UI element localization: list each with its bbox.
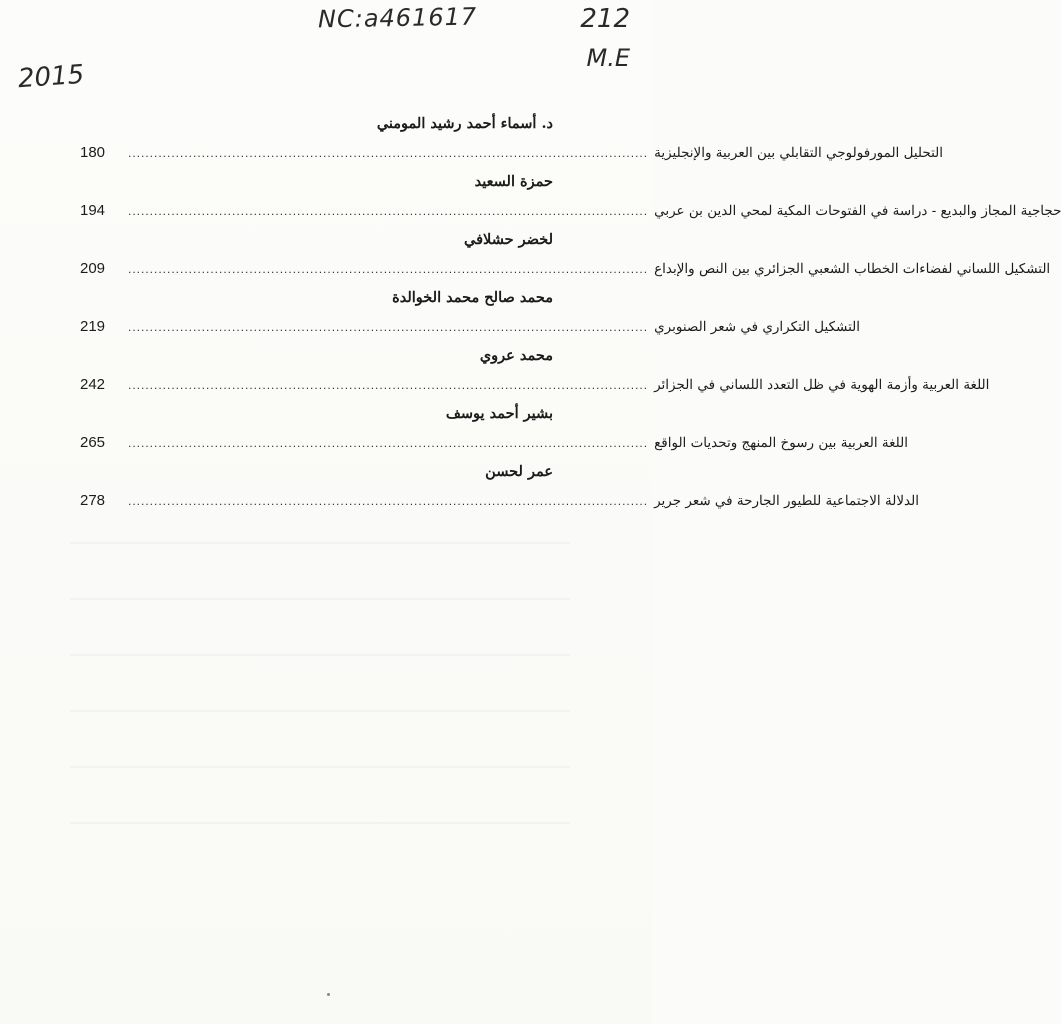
- toc-author: بشير أحمد يوسف: [445, 405, 553, 422]
- handwritten-year: 2015: [17, 59, 86, 95]
- toc-page-number: 265: [80, 434, 106, 451]
- toc-page-number: 180: [80, 144, 106, 161]
- toc-title: الدلالة الاجتماعية للطيور الجارحة في شعر جرير: [654, 493, 919, 509]
- page-speck: [327, 993, 330, 996]
- toc-leader-dots: ........................................................................................................................: [128, 378, 649, 392]
- toc-leader-dots: ........................................................................................................................: [128, 204, 649, 218]
- toc-title: حجاجية المجاز والبديع - دراسة في الفتوحات المكية لمحي الدين بن عربي: [654, 203, 1061, 219]
- toc-entry: [80, 452, 919, 510]
- handwritten-number: 212: [580, 4, 630, 34]
- toc-leader-dots: ........................................................................................................................: [128, 262, 649, 276]
- toc-entry: [80, 394, 908, 452]
- handwritten-accession-number: NC:a461617: [317, 2, 478, 34]
- toc-entry: [80, 220, 1051, 278]
- bleed-through-shadow: [70, 520, 570, 850]
- toc-title: التحليل المورفولوجي التقابلي بين العربية والإنجليزية: [654, 145, 944, 161]
- toc-entry: [80, 278, 861, 336]
- toc-page-number: 209: [80, 260, 106, 277]
- toc-entry: [80, 336, 990, 394]
- toc-page-number: 219: [80, 318, 106, 335]
- toc-page-number: 242: [80, 376, 106, 393]
- toc-author: د. أسماء أحمد رشيد المومني: [376, 115, 553, 132]
- toc-leader-dots: ........................................................................................................................: [128, 436, 649, 450]
- toc-page-number: 278: [80, 492, 106, 509]
- handwritten-code: M.E: [586, 44, 630, 72]
- toc-author: لخضر حشلافي: [464, 231, 553, 248]
- toc-entry: [80, 162, 1061, 220]
- toc-author: حمزة السعيد: [474, 173, 553, 190]
- toc-title: التشكيل التكراري في شعر الصنوبري: [654, 319, 861, 335]
- toc-entry: [80, 104, 944, 162]
- toc-author: محمد صالح محمد الخوالدة: [392, 289, 553, 306]
- toc-title: اللغة العربية وأزمة الهوية في ظل التعدد اللساني في الجزائر: [654, 377, 990, 393]
- toc-page-number: 194: [80, 202, 106, 219]
- table-of-contents: [80, 104, 1061, 510]
- toc-leader-dots: ........................................................................................................................: [128, 146, 649, 160]
- toc-title: التشكيل اللساني لفضاءات الخطاب الشعبي الجزائري بين النص والإبداع: [654, 261, 1051, 277]
- toc-title: اللغة العربية بين رسوخ المنهج وتحديات الواقع: [654, 435, 908, 451]
- toc-leader-dots: ........................................................................................................................: [128, 494, 649, 508]
- toc-author: عمر لحسن: [485, 463, 553, 480]
- toc-leader-dots: ........................................................................................................................: [128, 320, 649, 334]
- toc-author: محمد عروي: [479, 347, 553, 364]
